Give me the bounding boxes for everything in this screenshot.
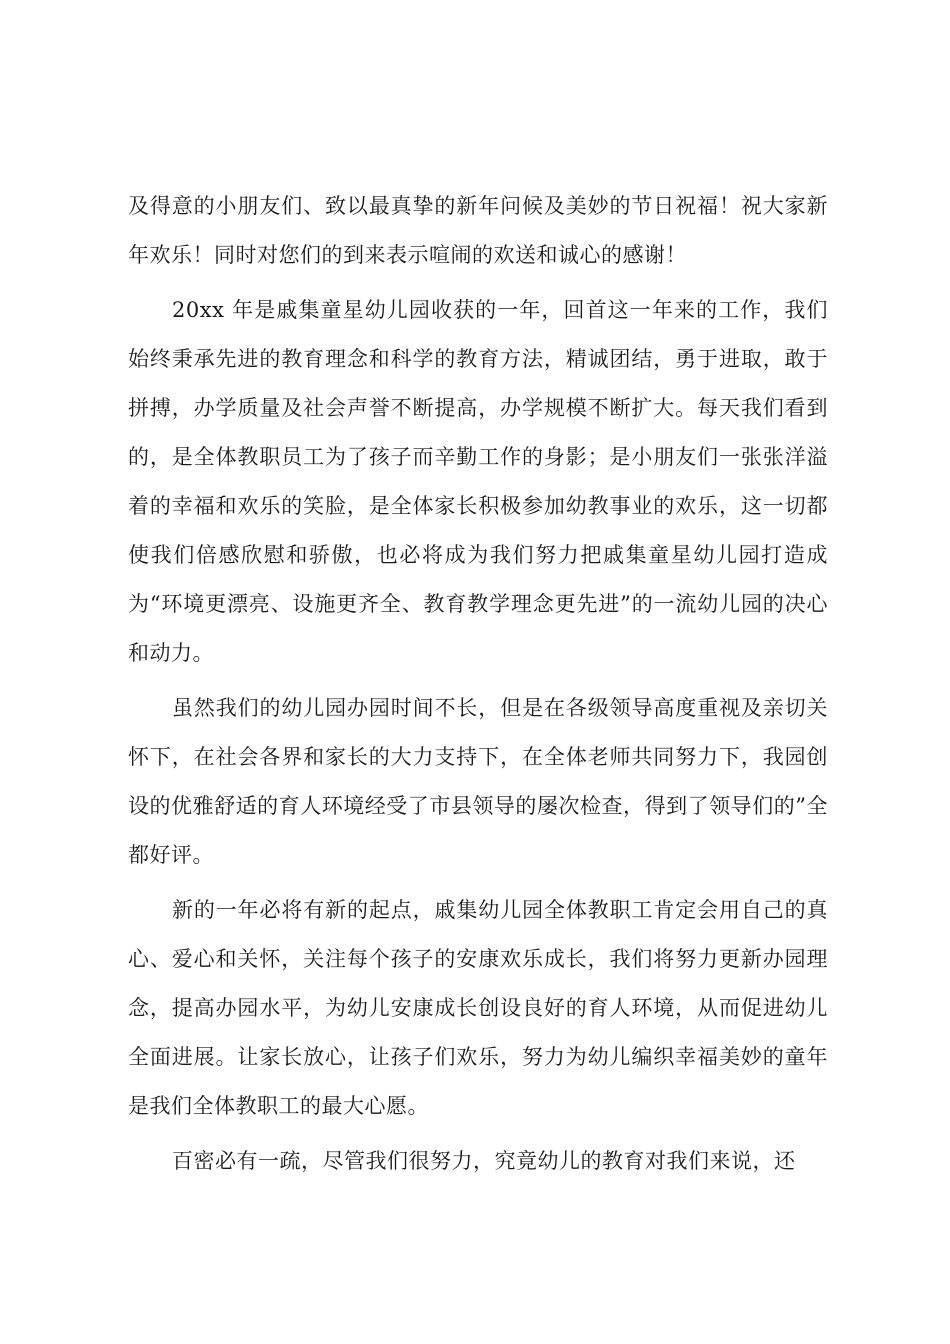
paragraph-shortcomings: 百密必有一疏，尽管我们很努力，究竟幼儿的教育对我们来说，还	[172, 1149, 796, 1173]
document-body	[128, 182, 828, 1186]
paragraph-year-review: 20xx 年是戚集童星幼儿园收获的一年，回首这一年来的工作，我们始终秉承先进的教育理念和科学的教育方法，精诚团结，勇于进取，敢于拼搏，办学质量及社会声誉不断提高，办学规模不断扩大。每天我们看到的，是全体教职员工为了孩子而辛勤工作的身影；是小朋友们一张张洋溢着的幸福和欢乐的笑脸，是全体家长积极参加幼教事业的欢乐，这一切都使我们倍感欣慰和骄傲，也必将成为我们努力把戚集童星幼儿园打造成为“环境更漂亮、设施更齐全、教育教学理念更先进”的一流幼儿园的决心和动力。	[128, 298, 828, 665]
paragraph-greeting: 及得意的小朋友们、致以最真挚的新年问候及美妙的节日祝福！祝大家新年欢乐！同时对您们的到来表示喧闹的欢送和诚心的感谢！	[128, 194, 828, 267]
paragraph-new-year: 新的一年必将有新的起点，戚集幼儿园全体教职工肯定会用自己的真心、爱心和关怀，关注每个孩子的安康欢乐成长，我们将努力更新办园理念，提高办园水平，为幼儿安康成长创设良好的育人环境，从而促进幼儿全面进展。让家长放心，让孩子们欢乐，努力为幼儿编织幸福美妙的童年是我们全体教职工的最大心愿。	[128, 898, 828, 1118]
paragraph-support: 虽然我们的幼儿园办园时间不长，但是在各级领导高度重视及亲切关怀下，在社会各界和家长的大力支持下，在全体老师共同努力下，我园创设的优雅舒适的育人环境经受了市县领导的屡次检查，得到了领导们的”全都好评。	[128, 696, 828, 867]
